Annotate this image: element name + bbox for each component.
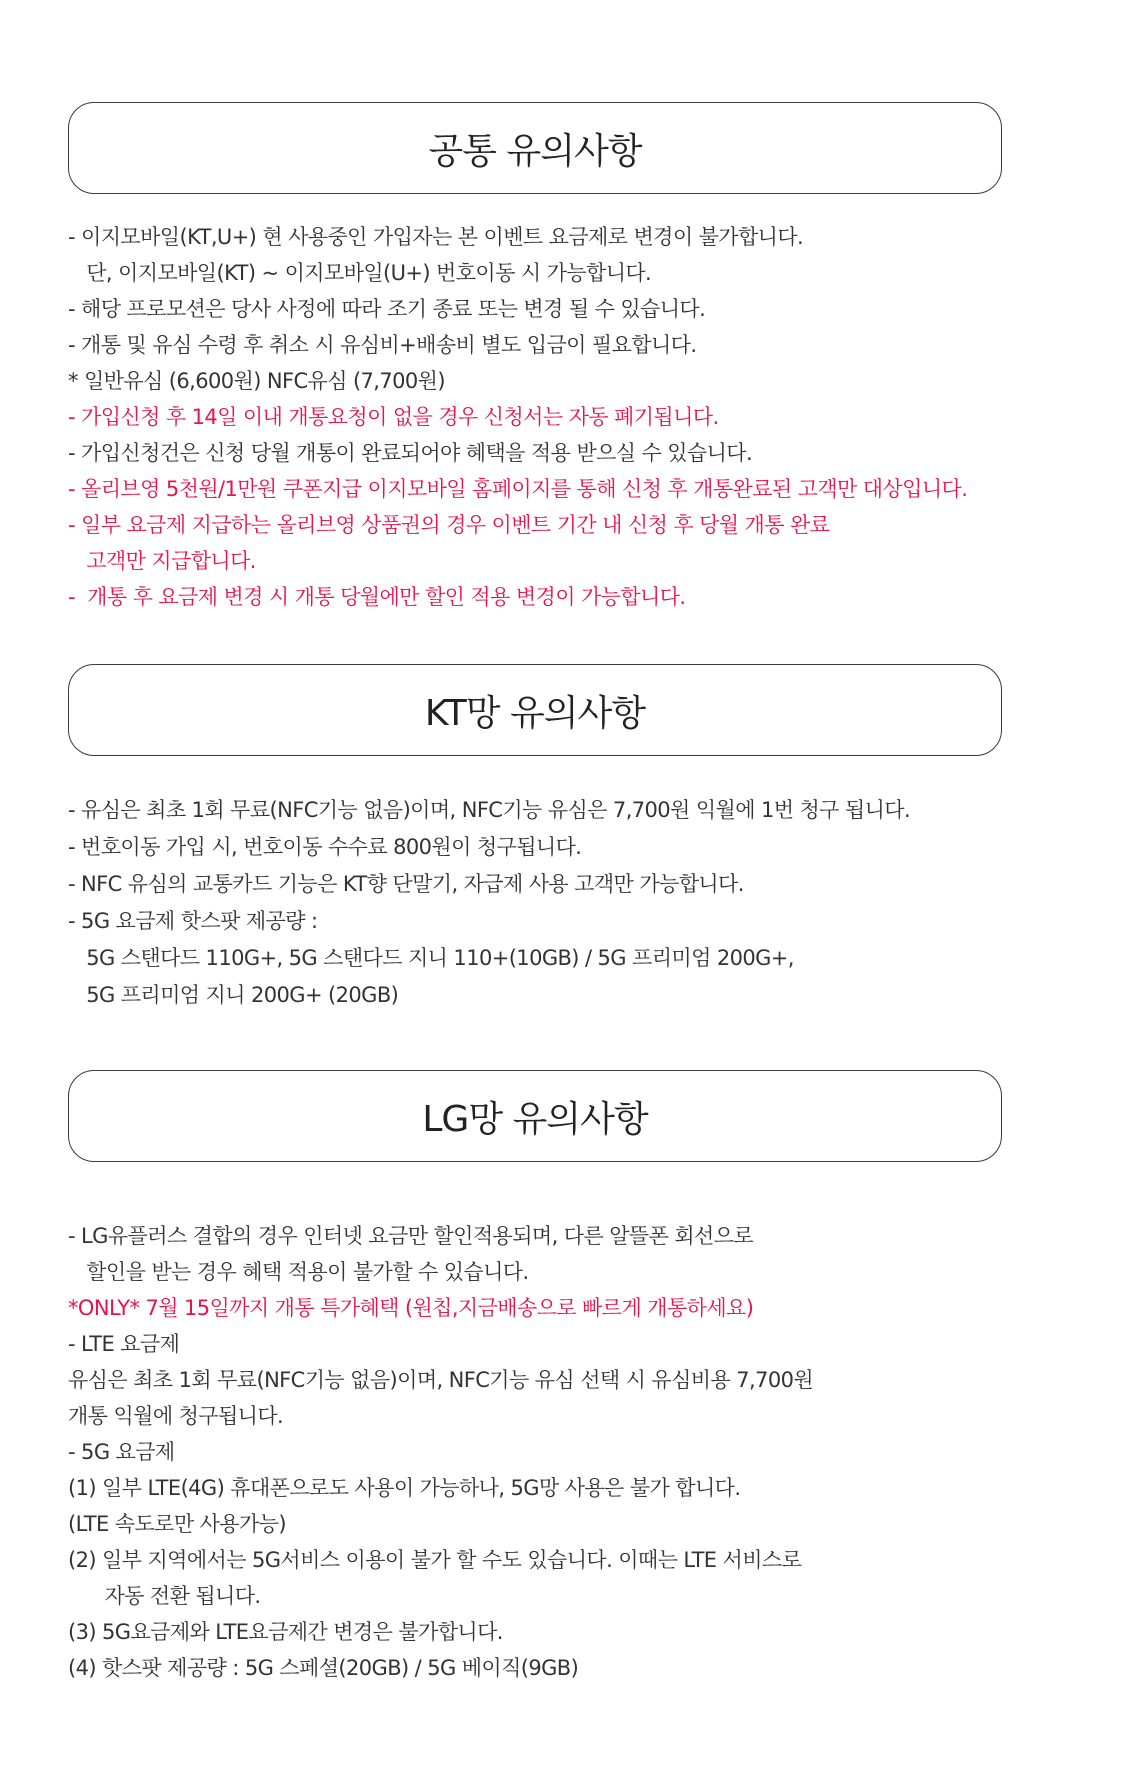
- common-notice-line: - 올리브영 5천원/1만원 쿠폰지급 이지모바일 홈페이지를 통해 신청 후 개통완료된 고객만 대상입니다.: [68, 477, 968, 501]
- lg-notice-line: - LG유플러스 결합의 경우 인터넷 요금만 할인적용되며, 다른 알뜰폰 회선으로: [68, 1224, 754, 1248]
- lg-notice-list: [68, 1218, 1128, 1686]
- kt-notice-line: - 번호이동 가입 시, 번호이동 수수료 800원이 청구됩니다.: [68, 835, 582, 859]
- common-notice-list: [68, 219, 1128, 615]
- kt-notice-list: [68, 792, 1128, 1014]
- lg-notice-line: 자동 전환 됩니다.: [68, 1584, 261, 1608]
- common-notice-line: - 가입신청 후 14일 이내 개통요청이 없을 경우 신청서는 자동 폐기됩니다.: [68, 405, 719, 429]
- common-notice-line: - 개통 후 요금제 변경 시 개통 당월에만 할인 적용 변경이 가능합니다.: [68, 585, 686, 609]
- kt-notice-line: 5G 프리미엄 지니 200G+ (20GB): [68, 983, 399, 1007]
- common-notice-line: 고객만 지급합니다.: [68, 549, 256, 573]
- lg-notice-header: [68, 1070, 1002, 1162]
- lg-notice-line: *ONLY* 7월 15일까지 개통 특가혜택 (원칩,지금배송으로 빠르게 개통하세요): [68, 1296, 754, 1320]
- lg-notice-line: 개통 익월에 청구됩니다.: [68, 1404, 284, 1428]
- kt-notice-line: - 유심은 최초 1회 무료(NFC기능 없음)이며, NFC기능 유심은 7,700원 익월에 1번 청구 됩니다.: [68, 798, 911, 822]
- lg-notice-line: - LTE 요금제: [68, 1332, 180, 1356]
- lg-notice-line: (LTE 속도로만 사용가능): [68, 1512, 286, 1536]
- kt-notice-line: - 5G 요금제 핫스팟 제공량 :: [68, 909, 318, 933]
- lg-notice-title: LG망 유의사항: [422, 1098, 648, 1140]
- kt-notice-line: 5G 스탠다드 110G+, 5G 스탠다드 지니 110+(10GB) / 5G 프리미엄 200G+,: [68, 946, 794, 970]
- lg-notice-line: 유심은 최초 1회 무료(NFC기능 없음)이며, NFC기능 유심 선택 시 유심비용 7,700원: [68, 1368, 814, 1392]
- common-notice-line: * 일반유심 (6,600원) NFC유심 (7,700원): [68, 369, 445, 393]
- lg-notice-line: - 5G 요금제: [68, 1440, 175, 1464]
- lg-notice-line: (3) 5G요금제와 LTE요금제간 변경은 불가합니다.: [68, 1620, 503, 1644]
- common-notice-line: - 해당 프로모션은 당사 사정에 따라 조기 종료 또는 변경 될 수 있습니다.: [68, 297, 706, 321]
- common-notice-line: - 이지모바일(KT,U+) 현 사용중인 가입자는 본 이벤트 요금제로 변경이 불가합니다.: [68, 225, 804, 249]
- common-notice-line: - 가입신청건은 신청 당월 개통이 완료되어야 혜택을 적용 받으실 수 있습니다.: [68, 441, 753, 465]
- lg-notice-line: (4) 핫스팟 제공량 : 5G 스페셜(20GB) / 5G 베이직(9GB): [68, 1656, 579, 1680]
- common-notice-title: 공통 유의사항: [428, 130, 642, 172]
- kt-notice-line: - NFC 유심의 교통카드 기능은 KT향 단말기, 자급제 사용 고객만 가능합니다.: [68, 872, 744, 896]
- kt-notice-header: [68, 664, 1002, 756]
- kt-notice-title: KT망 유의사항: [424, 692, 646, 734]
- common-notice-line: - 개통 및 유심 수령 후 취소 시 유심비+배송비 별도 입금이 필요합니다.: [68, 333, 697, 357]
- lg-notice-line: (2) 일부 지역에서는 5G서비스 이용이 불가 할 수도 있습니다. 이때는 LTE 서비스로: [68, 1548, 802, 1572]
- common-notice-line: - 일부 요금제 지급하는 올리브영 상품권의 경우 이벤트 기간 내 신청 후 당월 개통 완료: [68, 513, 830, 537]
- lg-notice-line: (1) 일부 LTE(4G) 휴대폰으로도 사용이 가능하나, 5G망 사용은 불가 합니다.: [68, 1476, 741, 1500]
- common-notice-line: 단, 이지모바일(KT) ~ 이지모바일(U+) 번호이동 시 가능합니다.: [68, 261, 652, 285]
- lg-notice-line: 할인을 받는 경우 혜택 적용이 불가할 수 있습니다.: [68, 1260, 529, 1284]
- common-notice-header: [68, 102, 1002, 194]
